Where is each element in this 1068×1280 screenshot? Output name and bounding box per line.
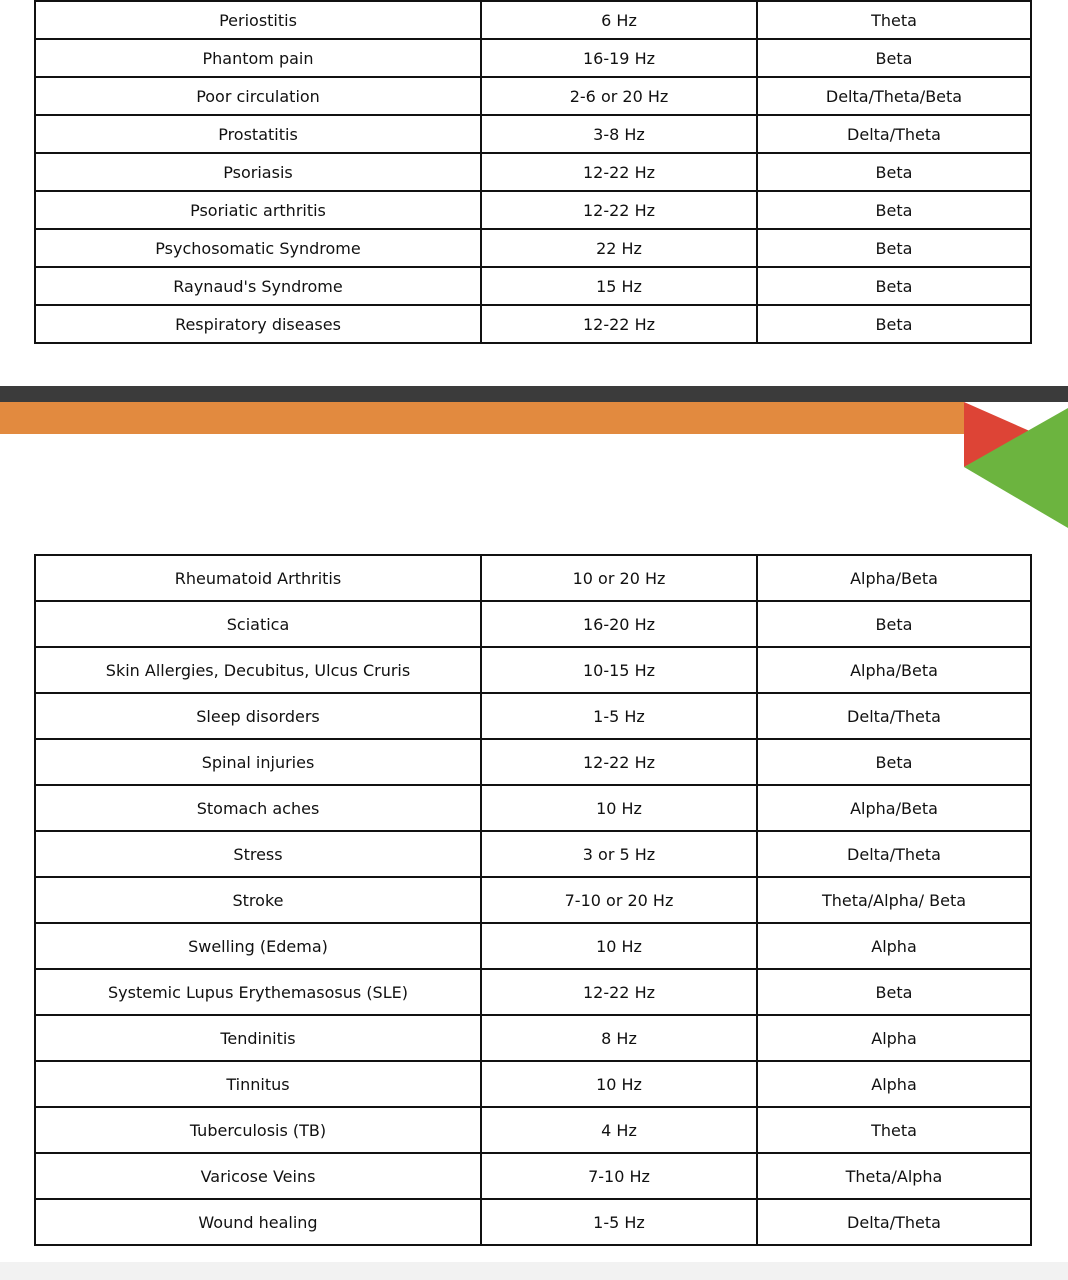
condition-cell: Varicose Veins xyxy=(35,1153,481,1199)
condition-cell: Skin Allergies, Decubitus, Ulcus Cruris xyxy=(35,647,481,693)
brainwave-cell: Beta xyxy=(757,153,1031,191)
condition-cell: Tinnitus xyxy=(35,1061,481,1107)
brainwave-cell: Alpha/Beta xyxy=(757,647,1031,693)
table-row xyxy=(35,267,1031,305)
brainwave-cell: Delta/Theta/Beta xyxy=(757,77,1031,115)
condition-cell: Prostatitis xyxy=(35,115,481,153)
brainwave-cell: Beta xyxy=(757,39,1031,77)
frequency-cell: 12-22 Hz xyxy=(481,739,757,785)
table-row xyxy=(35,739,1031,785)
frequency-cell: 10 Hz xyxy=(481,785,757,831)
brainwave-cell: Delta/Theta xyxy=(757,693,1031,739)
table-row xyxy=(35,831,1031,877)
brainwave-cell: Beta xyxy=(757,739,1031,785)
brainwave-cell: Theta/Alpha xyxy=(757,1153,1031,1199)
table-row xyxy=(35,191,1031,229)
condition-cell: Stomach aches xyxy=(35,785,481,831)
brainwave-cell: Theta xyxy=(757,1107,1031,1153)
table-row xyxy=(35,693,1031,739)
brainwave-cell: Beta xyxy=(757,229,1031,267)
table-row xyxy=(35,1061,1031,1107)
brainwave-cell: Alpha/Beta xyxy=(757,785,1031,831)
brainwave-cell: Theta xyxy=(757,1,1031,39)
condition-cell: Swelling (Edema) xyxy=(35,923,481,969)
condition-cell: Tuberculosis (TB) xyxy=(35,1107,481,1153)
table-row xyxy=(35,77,1031,115)
table-row xyxy=(35,229,1031,267)
condition-cell: Systemic Lupus Erythemasosus (SLE) xyxy=(35,969,481,1015)
frequency-cell: 16-20 Hz xyxy=(481,601,757,647)
table-row xyxy=(35,153,1031,191)
page-divider-dark-band xyxy=(0,386,1068,402)
table-row xyxy=(35,785,1031,831)
frequency-cell: 3 or 5 Hz xyxy=(481,831,757,877)
frequency-table-top xyxy=(34,0,1032,344)
frequency-cell: 10 or 20 Hz xyxy=(481,555,757,601)
frequency-cell: 1-5 Hz xyxy=(481,693,757,739)
frequency-cell: 12-22 Hz xyxy=(481,153,757,191)
frequency-cell: 2-6 or 20 Hz xyxy=(481,77,757,115)
table-row xyxy=(35,923,1031,969)
condition-cell: Rheumatoid Arthritis xyxy=(35,555,481,601)
condition-cell: Spinal injuries xyxy=(35,739,481,785)
brainwave-cell: Alpha xyxy=(757,923,1031,969)
frequency-cell: 4 Hz xyxy=(481,1107,757,1153)
table-row xyxy=(35,1153,1031,1199)
table-row xyxy=(35,555,1031,601)
frequency-cell: 6 Hz xyxy=(481,1,757,39)
brainwave-cell: Alpha/Beta xyxy=(757,555,1031,601)
condition-cell: Poor circulation xyxy=(35,77,481,115)
condition-cell: Periostitis xyxy=(35,1,481,39)
frequency-cell: 12-22 Hz xyxy=(481,191,757,229)
table-row xyxy=(35,647,1031,693)
brainwave-cell: Alpha xyxy=(757,1061,1031,1107)
frequency-cell: 12-22 Hz xyxy=(481,969,757,1015)
condition-cell: Stroke xyxy=(35,877,481,923)
condition-cell: Wound healing xyxy=(35,1199,481,1245)
page-bottom-shade xyxy=(0,1262,1068,1280)
frequency-cell: 7-10 Hz xyxy=(481,1153,757,1199)
condition-cell: Stress xyxy=(35,831,481,877)
brainwave-cell: Beta xyxy=(757,969,1031,1015)
table-row xyxy=(35,39,1031,77)
brainwave-cell: Beta xyxy=(757,191,1031,229)
table-row xyxy=(35,969,1031,1015)
corner-triangle-decoration xyxy=(964,402,1068,528)
frequency-cell: 3-8 Hz xyxy=(481,115,757,153)
brainwave-cell: Beta xyxy=(757,305,1031,343)
frequency-cell: 7-10 or 20 Hz xyxy=(481,877,757,923)
brainwave-cell: Delta/Theta xyxy=(757,115,1031,153)
table-row xyxy=(35,877,1031,923)
table-row xyxy=(35,305,1031,343)
brainwave-cell: Delta/Theta xyxy=(757,1199,1031,1245)
frequency-cell: 12-22 Hz xyxy=(481,305,757,343)
frequency-cell: 10 Hz xyxy=(481,923,757,969)
brainwave-cell: Alpha xyxy=(757,1015,1031,1061)
table-row xyxy=(35,115,1031,153)
condition-cell: Psoriasis xyxy=(35,153,481,191)
condition-cell: Sleep disorders xyxy=(35,693,481,739)
brainwave-cell: Delta/Theta xyxy=(757,831,1031,877)
table-row xyxy=(35,1107,1031,1153)
frequency-cell: 22 Hz xyxy=(481,229,757,267)
table-row xyxy=(35,1,1031,39)
brainwave-cell: Beta xyxy=(757,601,1031,647)
table-row xyxy=(35,1199,1031,1245)
table-row xyxy=(35,1015,1031,1061)
frequency-cell: 10-15 Hz xyxy=(481,647,757,693)
frequency-cell: 8 Hz xyxy=(481,1015,757,1061)
frequency-cell: 16-19 Hz xyxy=(481,39,757,77)
table-row xyxy=(35,601,1031,647)
brainwave-cell: Theta/Alpha/ Beta xyxy=(757,877,1031,923)
condition-cell: Raynaud's Syndrome xyxy=(35,267,481,305)
condition-cell: Psychosomatic Syndrome xyxy=(35,229,481,267)
frequency-cell: 10 Hz xyxy=(481,1061,757,1107)
brainwave-cell: Beta xyxy=(757,267,1031,305)
frequency-cell: 15 Hz xyxy=(481,267,757,305)
condition-cell: Respiratory diseases xyxy=(35,305,481,343)
page-divider-orange-band xyxy=(0,402,964,434)
condition-cell: Phantom pain xyxy=(35,39,481,77)
frequency-table-bottom xyxy=(34,554,1032,1246)
condition-cell: Psoriatic arthritis xyxy=(35,191,481,229)
frequency-cell: 1-5 Hz xyxy=(481,1199,757,1245)
condition-cell: Sciatica xyxy=(35,601,481,647)
condition-cell: Tendinitis xyxy=(35,1015,481,1061)
